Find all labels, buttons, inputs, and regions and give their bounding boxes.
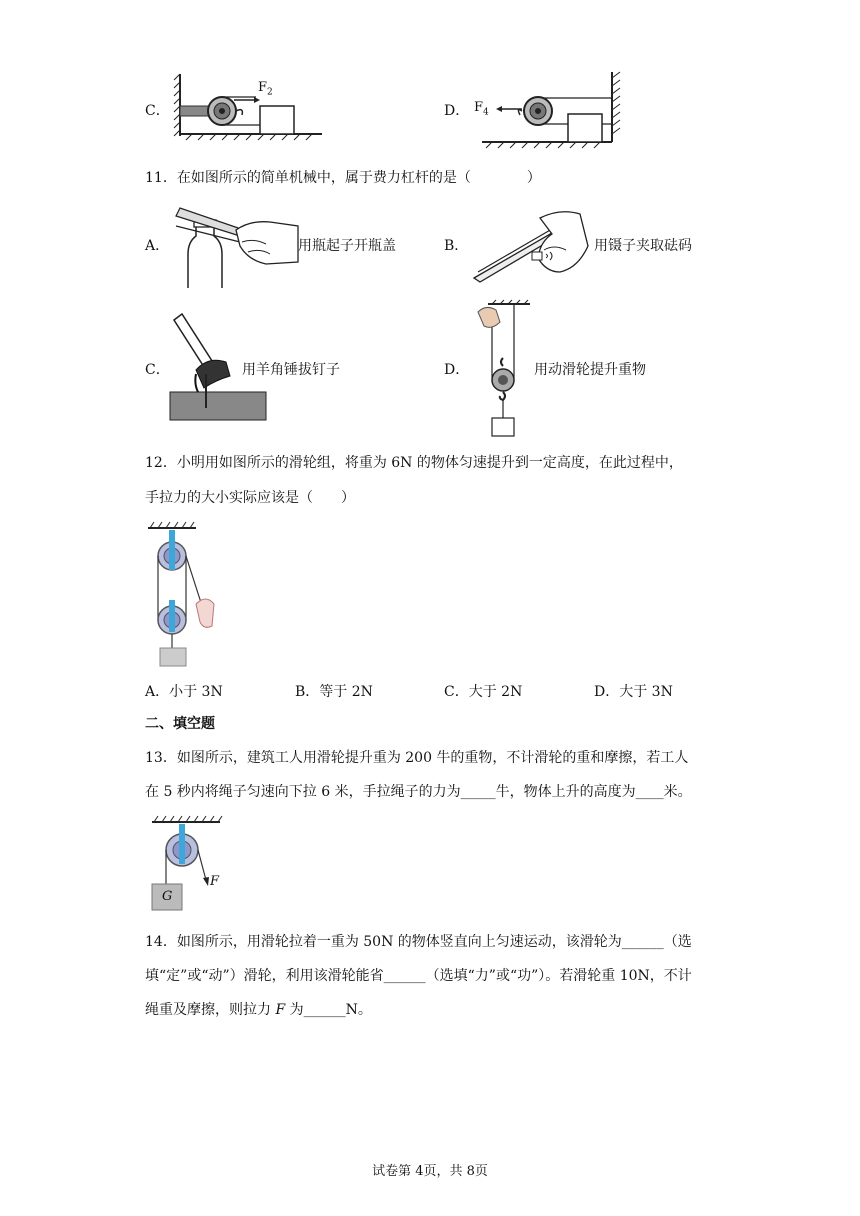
q13-weight-label-g: G (162, 889, 173, 904)
q11-option-d-letter[interactable]: D． (444, 362, 470, 378)
q10-force-label-f2: $F_2$ (258, 80, 273, 98)
movable-pulley-illustration (470, 300, 534, 438)
q13-line2: 在 5 秒内将绳子匀速向下拉 6 米，手拉绳子的力为_____牛，物体上升的高度为____米。 (145, 784, 692, 800)
section-title-fill-in: 二、填空题 (145, 716, 215, 732)
q12-option-b[interactable]: B．等于 2N (295, 684, 373, 700)
q13-force-label-f: F (210, 874, 220, 889)
q10-figure-c (172, 70, 324, 142)
q11-option-c-letter[interactable]: C． (145, 362, 170, 378)
q12-stem-line2: 手拉力的大小实际应该是（ ） (145, 490, 355, 506)
q11-stem: 11．在如图所示的简单机械中，属于费力杠杆的是（ ） (145, 170, 541, 186)
q10-option-d-letter: D． (444, 103, 470, 119)
q12-stem-line1: 12．小明用如图所示的滑轮组，将重为 6N 的物体匀速提升到一定高度，在此过程中， (145, 455, 683, 471)
q10-figure-d (482, 70, 632, 150)
q10-option-c-letter: C． (145, 103, 170, 119)
q14-line1: 14．如图所示，用滑轮拉着一重为 50N 的物体竖直向上匀速运动，该滑轮为______（选 (145, 934, 692, 950)
pulley-block-illustration (146, 522, 218, 668)
q14-line2: 填“定”或“动”）滑轮，利用该滑轮能省______（选填“力”或“功”）。若滑轮重 10N，不计 (145, 968, 692, 984)
q11-option-b-letter[interactable]: B． (444, 238, 469, 254)
tweezers-illustration (470, 206, 590, 284)
q14-line3: 绳重及摩擦，则拉力 F 为______N。 (145, 1002, 372, 1018)
q11-option-a-letter[interactable]: A． (145, 238, 170, 254)
page-footer: 试卷第 4页，共 8页 (372, 1164, 488, 1179)
bottle-opener-illustration (170, 202, 300, 288)
q12-option-d[interactable]: D．大于 3N (594, 684, 673, 700)
q12-option-a[interactable]: A．小于 3N (145, 684, 223, 700)
q11-option-a-caption: 用瓶起子开瓶盖 (298, 238, 396, 254)
q12-option-c[interactable]: C．大于 2N (444, 684, 523, 700)
q11-option-c-caption: 用羊角锤拔钉子 (242, 362, 340, 378)
q11-option-b-caption: 用镊子夹取砝码 (594, 238, 692, 254)
q10-force-label-f4: $F_4$ (474, 100, 489, 118)
q13-line1: 13．如图所示，建筑工人用滑轮提升重为 200 牛的重物，不计滑轮的重和摩擦，若工人 (145, 750, 689, 766)
q11-option-d-caption: 用动滑轮提升重物 (534, 362, 646, 378)
